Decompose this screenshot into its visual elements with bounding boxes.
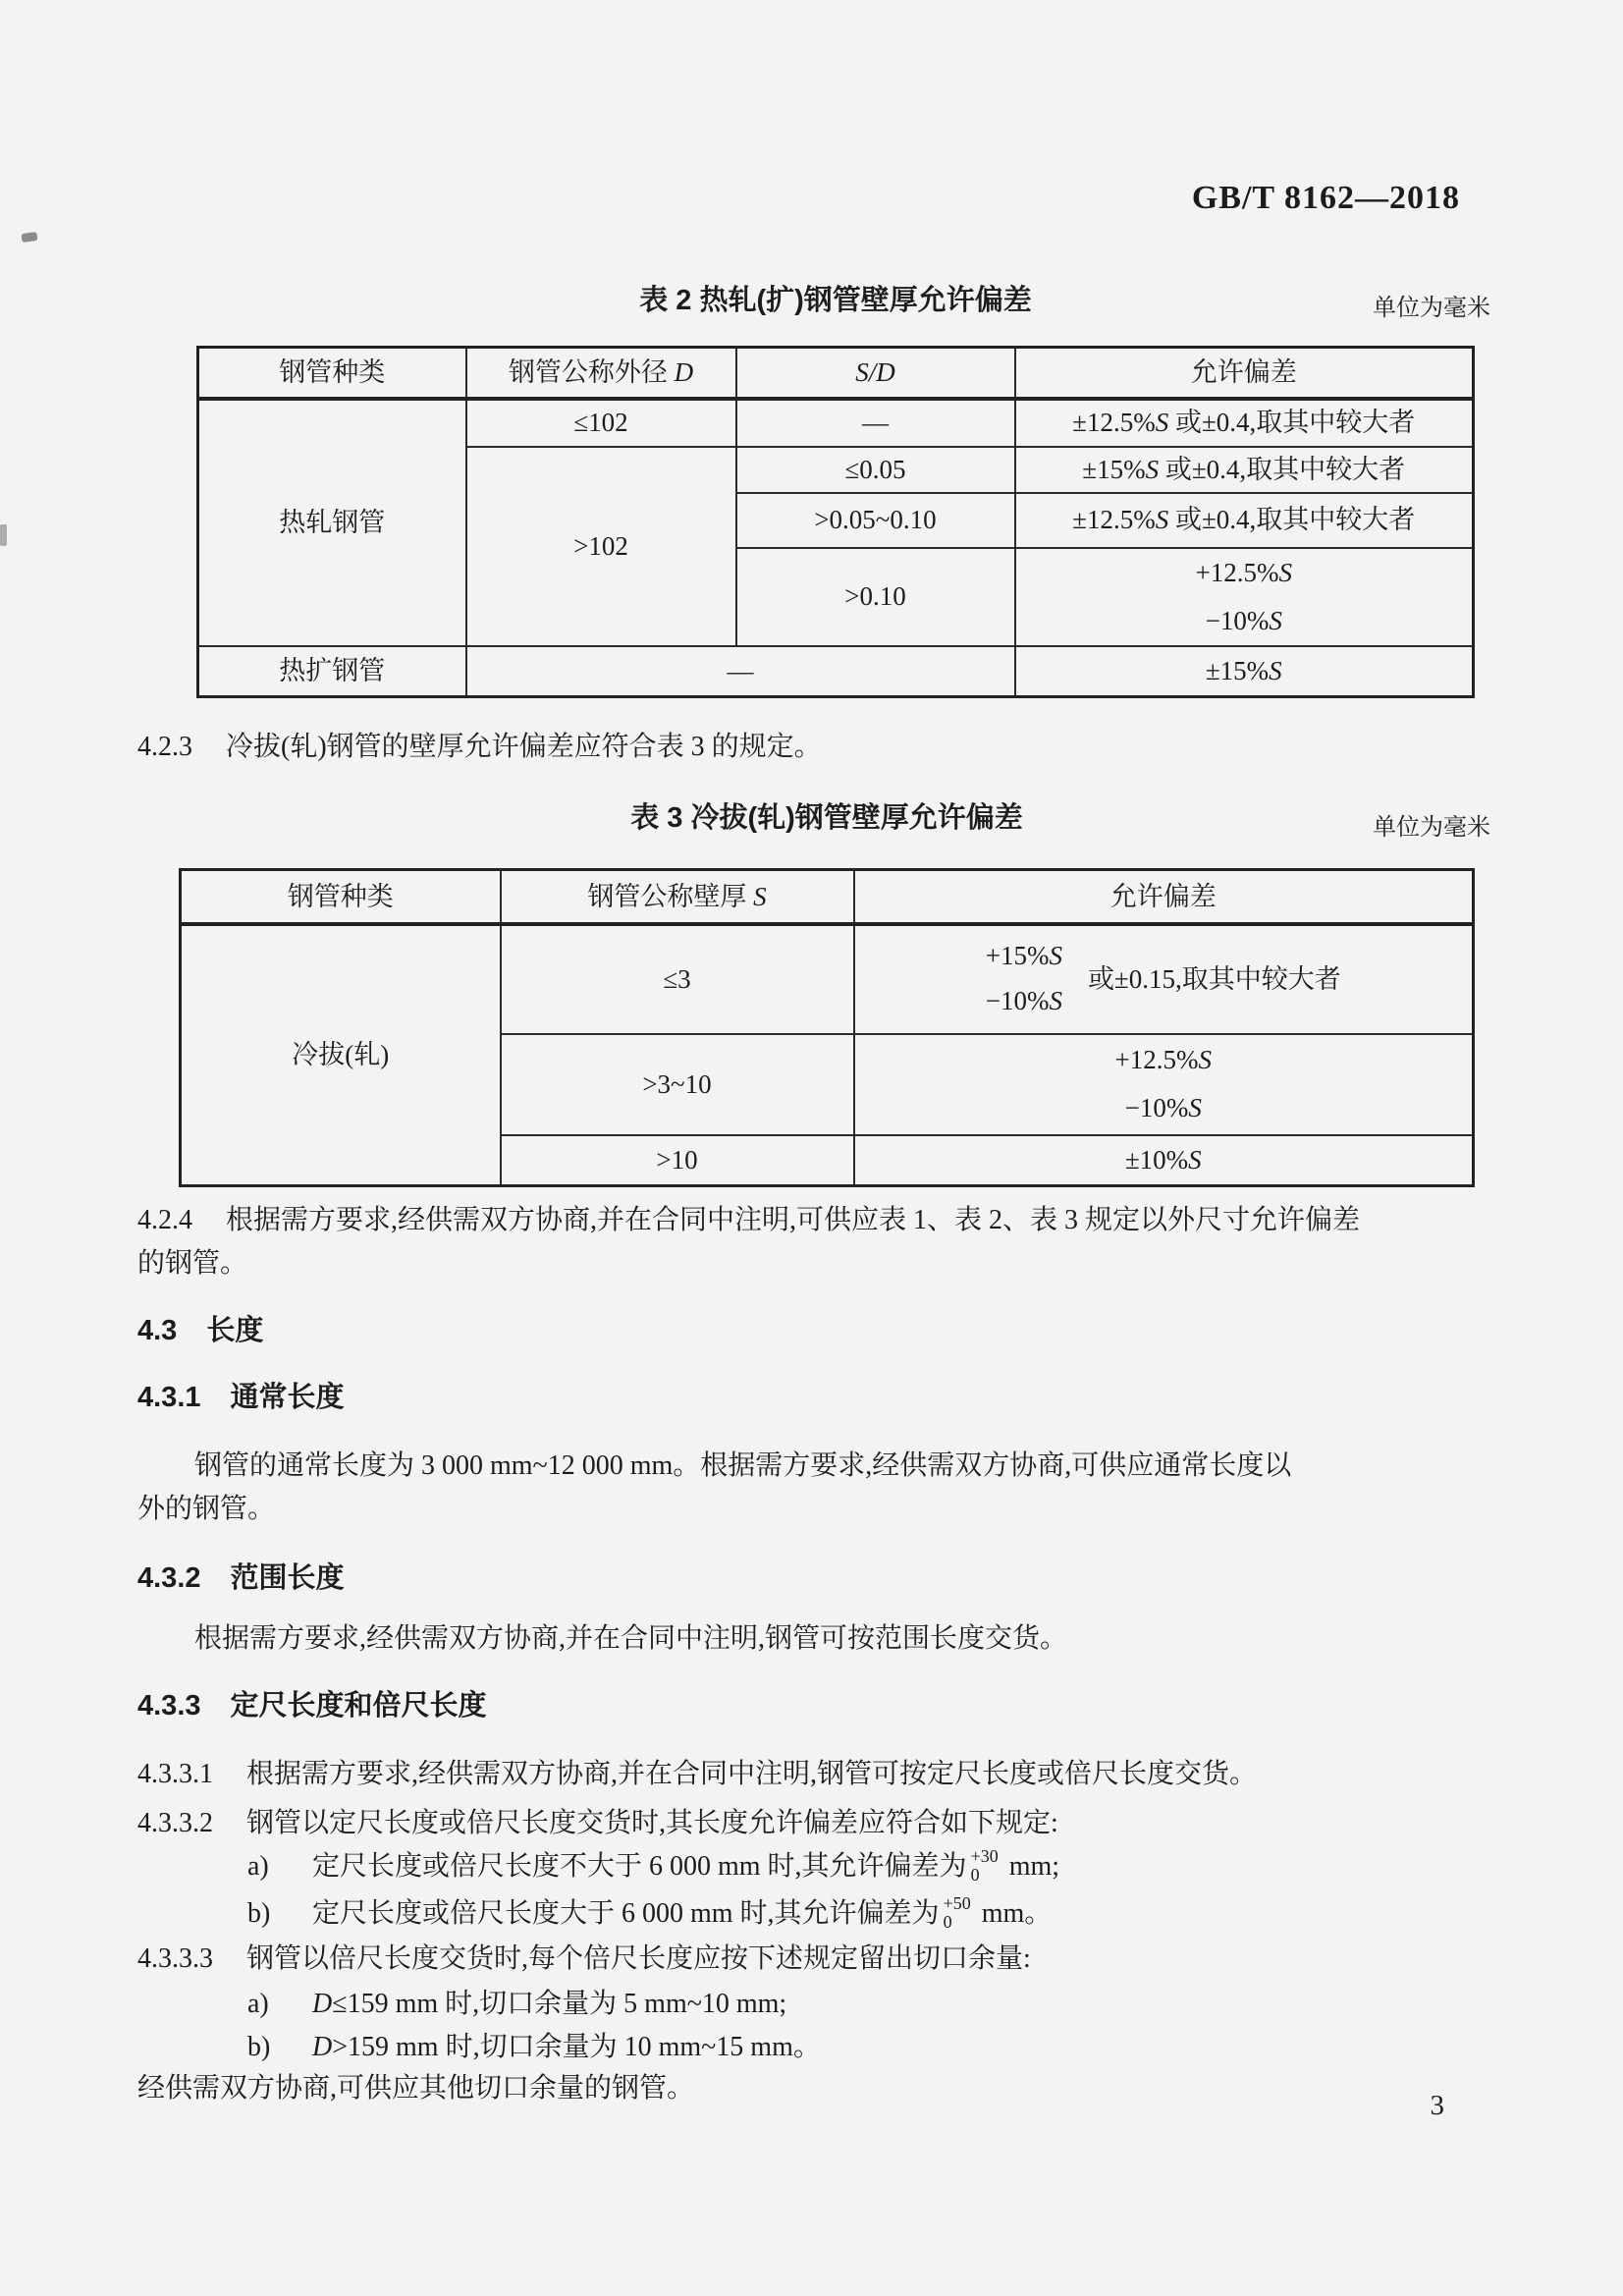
t3-dev2-minus [861,1084,1467,1132]
clause-4-3-3-3 [137,1939,1031,1980]
heading-number: 4.3.3 [137,1690,201,1722]
item-text: 定尺长度或倍尺长度不大于 6 000 mm 时,其允许偏差为 [312,1851,967,1882]
item-label: b) [247,2032,271,2062]
table3-title: 表 3 冷拔(轧)钢管壁厚允许偏差 [630,802,1023,834]
t2-cell-sd-le005: ≤0.05 [736,447,1015,493]
table2-row-5 [198,646,1474,697]
para-text: 经供需双方协商,可供应其他切口余量的钢管。 [137,2073,695,2104]
item-var: D [312,2032,333,2062]
table-2 [196,346,1475,698]
t2-header-od-var: D [674,357,694,388]
t2-dev2-val: ±15% [1082,454,1146,484]
t3-cell-wt-le3: ≤3 [501,924,854,1034]
t2-header-sd-var: S/D [855,357,895,388]
t2-dev3-val: ±12.5% [1072,505,1156,535]
t2-cell-dev-1 [1015,399,1474,447]
clause-text: 冷拔(轧)钢管的壁厚允许偏差应符合表 3 的规定。 [226,732,822,762]
item-text: ≤159 mm 时,切口余量为 5 mm~10 mm; [332,1989,787,2019]
heading-number: 4.3.2 [137,1562,201,1594]
t2-cell-od-gt102: >102 [466,447,736,646]
item-label: a) [247,1851,269,1882]
tolerance-upper: +30 [970,1845,999,1866]
heading-title: 长度 [206,1315,264,1346]
t3-dev2-minus-var: S [1188,1093,1202,1122]
clause-4-3-3-2 [137,1803,1058,1844]
scan-speck [21,232,37,243]
item-label: a) [247,1989,269,2019]
page-number: 3 [1430,2090,1444,2121]
t2-dev2-rest: 或±0.4,取其中较大者 [1159,454,1406,484]
t2-dev5-val: ±15% [1205,656,1270,686]
t3-cell-dev-1 [854,924,1474,1034]
para-text: 外的钢管。 [137,1494,276,1524]
t3-cell-wt-gt10: >10 [501,1135,854,1186]
t2-dev4-minus-var: S [1269,605,1282,635]
heading-title: 范围长度 [230,1562,345,1594]
list-item-a-length [247,1846,1059,1887]
t3-dev1-minus-var: S [1049,986,1062,1015]
t2-dev4-plus-val: +12.5% [1195,557,1279,587]
t2-cell-sd-dash: — [736,399,1015,447]
clause-4-2-4-cont [137,1243,247,1285]
t2-header-kind: 钢管种类 [198,348,466,399]
t2-header-sd [736,348,1015,399]
para-text: 钢管的通常长度为 3 000 mm~12 000 mm。根据需方要求,经供需双方协商,可供应通常长度以 [194,1450,1292,1481]
t2-header-od [466,348,736,399]
t2-cell-kind-hot: 热轧钢管 [198,399,466,646]
t2-cell-od-le102: ≤102 [466,399,736,447]
t3-dev1-side: 或±0.15,取其中较大者 [1087,963,1341,994]
t3-header-wt-var: S [753,881,767,911]
clause-text: 的钢管。 [137,1248,248,1279]
list-item-b-cut [247,2027,821,2068]
heading-4-3-1 [137,1377,345,1420]
t2-cell-kind-expanded: 热扩钢管 [198,646,466,697]
t2-cell-merged-dash: — [466,646,1015,697]
t2-dev1-rest: 或±0.4,取其中较大者 [1168,408,1416,438]
item-label: b) [247,1898,271,1929]
para-4-3-1-line2 [137,1489,275,1530]
t3-dev1-minus [986,979,1062,1024]
table-3 [179,868,1475,1187]
heading-title: 通常长度 [230,1382,345,1413]
t2-cell-sd-gt010: >0.10 [736,548,1015,646]
heading-4-3 [137,1310,263,1353]
t2-dev3-rest: 或±0.4,取其中较大者 [1168,505,1416,535]
tolerance-stack [944,1894,971,1932]
t3-dev3-var: S [1188,1145,1202,1175]
table3-header-row [181,870,1474,924]
t3-header-wt-label: 钢管公称壁厚 [587,881,754,911]
t2-dev5-var: S [1269,656,1282,686]
t3-dev1-plus [986,934,1062,979]
closing-paragraph [137,2068,694,2109]
t2-dev4-minus-val: −10% [1205,605,1270,635]
t2-dev2-var: S [1145,454,1160,484]
t3-cell-wt-gt3: >3~10 [501,1034,854,1135]
clause-text: 钢管以定尺长度或倍尺长度交货时,其长度允许偏差应符合如下规定: [246,1808,1058,1838]
item-text: >159 mm 时,切口余量为 10 mm~15 mm。 [332,2032,821,2062]
t2-cell-dev-3 [1015,493,1474,548]
t2-dev3-var: S [1155,505,1169,535]
clause-4-2-4 [137,1200,1360,1241]
t3-dev1-stack [986,934,1062,1024]
para-4-3-1-line1 [194,1446,1291,1487]
table3-row-1 [181,924,1474,1034]
para-4-3-2 [194,1618,1067,1660]
t2-header-od-label: 钢管公称外径 [508,357,675,388]
item-var: D [312,1989,333,2019]
t3-dev3-val: ±10% [1124,1145,1189,1175]
t3-dev1-minus-val: −10% [985,986,1050,1015]
t3-dev2-plus [861,1036,1467,1084]
clause-text: 根据需方要求,经供需双方协商,并在合同中注明,可供应表 1、表 2、表 3 规定以外尺寸允许偏差 [226,1205,1361,1235]
list-item-b-length [247,1893,1052,1935]
t3-cell-kind: 冷拔(轧) [181,924,501,1186]
clause-number: 4.2.4 [137,1205,192,1235]
table2-row-1 [198,399,1474,447]
t2-dev1-var: S [1155,408,1169,438]
clause-text: 根据需方要求,经供需双方协商,并在合同中注明,钢管可按定尺长度或倍尺长度交货。 [246,1759,1258,1789]
tolerance-lower: 0 [970,1864,980,1885]
t2-cell-dev-4 [1015,548,1474,646]
clause-number: 4.3.3.1 [137,1759,213,1789]
t3-cell-dev-2 [854,1034,1474,1135]
t2-header-dev: 允许偏差 [1015,348,1474,399]
t2-dev4-plus [1022,549,1467,597]
t2-cell-dev-2 [1015,447,1474,493]
item-text: 定尺长度或倍尺长度大于 6 000 mm 时,其允许偏差为 [312,1898,940,1929]
t3-header-wt [501,870,854,924]
t3-dev1-group [861,934,1467,1024]
t3-dev1-plus-var: S [1049,941,1062,971]
table3-unit-note: 单位为毫米 [1373,815,1490,841]
t3-dev2-plus-var: S [1198,1045,1212,1075]
heading-4-3-2 [137,1558,345,1601]
clause-number: 4.3.3.2 [137,1808,213,1838]
clause-text: 钢管以倍尺长度交货时,每个倍尺长度应按下述规定留出切口余量: [246,1943,1031,1974]
t3-dev2-plus-val: +12.5% [1114,1045,1199,1075]
t2-dev1-val: ±12.5% [1072,408,1156,438]
heading-title: 定尺长度和倍尺长度 [230,1690,487,1722]
tolerance-stack [971,1847,999,1885]
t2-cell-sd-gt005: >0.05~0.10 [736,493,1015,548]
tolerance-upper: +50 [943,1892,971,1913]
t2-dev4-minus [1022,597,1467,645]
heading-number: 4.3.1 [137,1382,201,1413]
heading-number: 4.3 [137,1315,178,1346]
scan-speck [0,524,7,546]
t3-dev1-plus-val: +15% [985,941,1050,971]
t3-header-dev: 允许偏差 [854,870,1474,924]
clause-number: 4.3.3.3 [137,1943,213,1974]
table2-title: 表 2 热轧(扩)钢管壁厚允许偏差 [639,285,1032,316]
table2-unit-note: 单位为毫米 [1373,296,1490,321]
t3-dev2-minus-val: −10% [1124,1093,1189,1122]
list-item-a-cut [247,1984,786,2025]
table2-header-row [198,348,1474,399]
t2-cell-dev-5 [1015,646,1474,697]
heading-4-3-3 [137,1685,487,1728]
tolerance-lower: 0 [943,1911,952,1932]
clause-number: 4.2.3 [137,732,192,762]
item-unit: mm; [1001,1851,1060,1882]
t3-header-kind: 钢管种类 [181,870,501,924]
t2-dev4-plus-var: S [1278,557,1292,587]
t3-cell-dev-3 [854,1135,1474,1186]
doc-number: GB/T 8162—2018 [1191,180,1460,216]
para-text: 根据需方要求,经供需双方协商,并在合同中注明,钢管可按范围长度交货。 [194,1623,1068,1654]
item-unit: mm。 [974,1898,1053,1929]
clause-4-2-3 [137,727,822,768]
clause-4-3-3-1 [137,1754,1257,1795]
